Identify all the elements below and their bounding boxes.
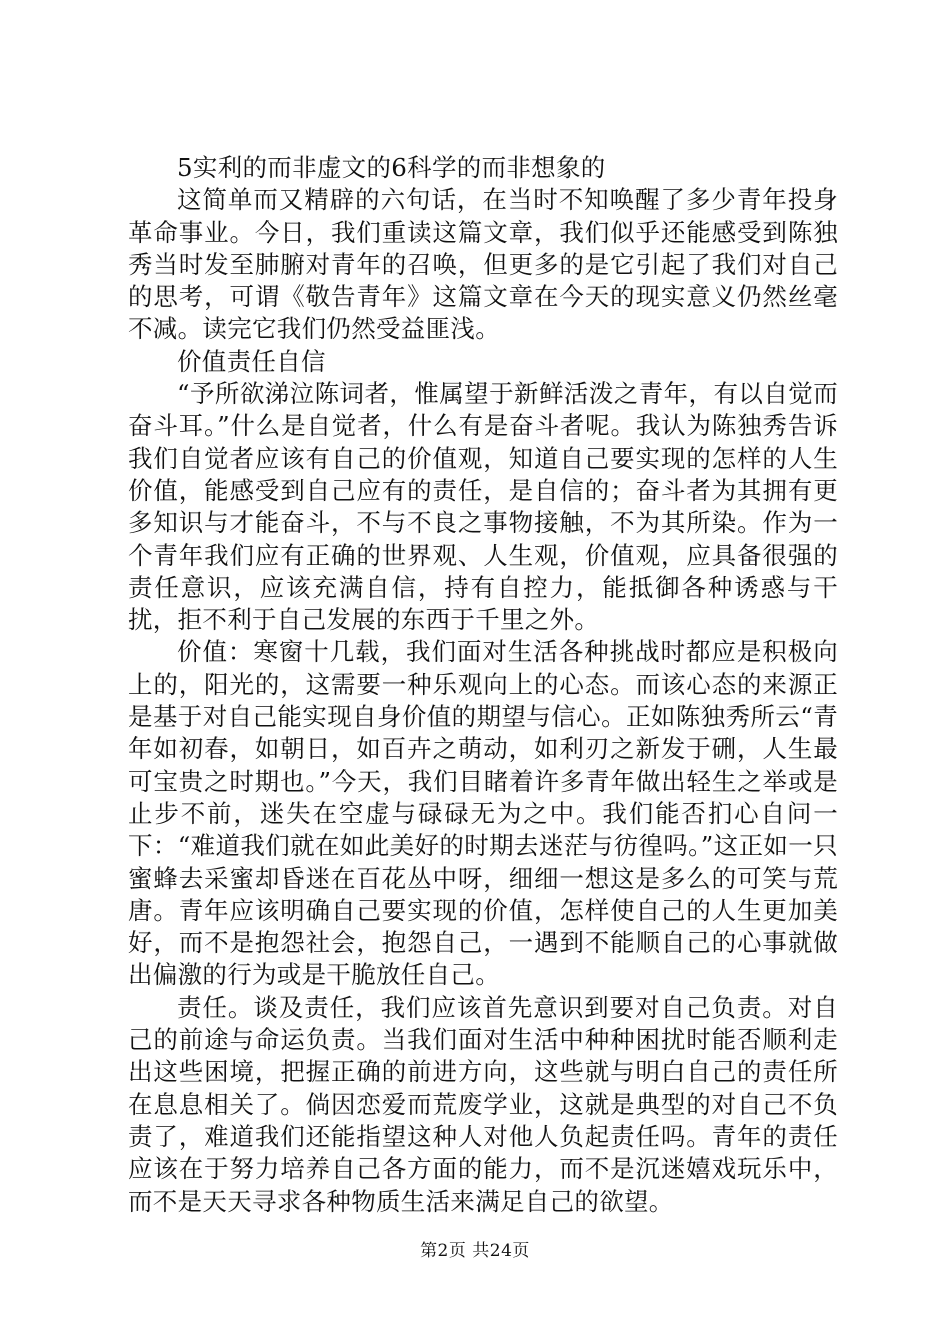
paragraph-intro-summary: 这简单而又精辟的六句话，在当时不知唤醒了多少青年投身革命事业。今日，我们重读这篇文章，我们似乎还能感受到陈独秀当时发至肺腑对青年的召唤，但更多的是它引起了我们对自己的思考，可谓《敬告青年》这篇文章在今天的现实意义仍然丝毫不减。读完它我们仍然受益匪浅。 <box>128 185 838 344</box>
paragraph-quote-discussion: “予所欲涕泣陈词者，惟属望于新鲜活泼之青年，有以自觉而奋斗耳。”什么是自觉者，什么有是奋斗者呢。我认为陈独秀告诉我们自觉者应该有自己的价值观，知道自己要实现的怎样的人生价值，能感受到自己应有的责任，是自信的；奋斗者为其拥有更多知识与才能奋斗，不与不良之事物接触，不为其所染。作为一个青年我们应有正确的世界观、人生观，价值观，应具备很强的责任意识，应该充满自信，持有自控力，能抵御各种诱惑与干扰，拒不利于自己发展的东西于千里之外。 <box>128 379 838 635</box>
paragraph-value: 价值：寒窗十几载，我们面对生活各种挑战时都应是积极向上的，阳光的，这需要一种乐观向上的心态。而该心态的来源正是基于对自己能实现自身价值的期望与信心。正如陈独秀所云“青年如初春，如朝日，如百卉之萌动，如利刃之新发于硎，人生最可宝贵之时期也。”今天，我们目睹着许多青年做出轻生之举或是止步不前，迷失在空虚与碌碌无为之中。我们能否扪心自问一下：“难道我们就在如此美好的时期去迷茫与彷徨吗。”这正如一只蜜蜂去采蜜却昏迷在百花丛中呀，细细一想这是多么的可笑与荒唐。青年应该明确自己要实现的价值，怎样使自己的人生更加美好，而不是抱怨社会，抱怨自己，一遇到不能顺自己的心事就做出偏激的行为或是干脆放任自己。 <box>128 637 838 990</box>
paragraph-list-item: 5实利的而非虚文的6科学的而非想象的 <box>177 153 606 182</box>
paragraph-responsibility: 责任。谈及责任，我们应该首先意识到要对自己负责。对自己的前途与命运负责。当我们面对生活中种种困扰时能否顺利走出这些困境，把握正确的前进方向，这些就与明白自己的责任所在息息相关了。倘因恋爱而荒废学业，这就是典型的对自己不负责了，难道我们还能指望这种人对他人负起责任吗。青年的责任应该在于努力培养自己各方面的能力，而不是沉迷嬉戏玩乐中，而不是天天寻求各种物质生活来满足自己的欲望。 <box>128 992 838 1216</box>
document-body <box>128 152 838 1218</box>
page-number-footer: 第2页 共24页 <box>420 1241 530 1261</box>
section-heading: 价值责任自信 <box>177 346 326 376</box>
